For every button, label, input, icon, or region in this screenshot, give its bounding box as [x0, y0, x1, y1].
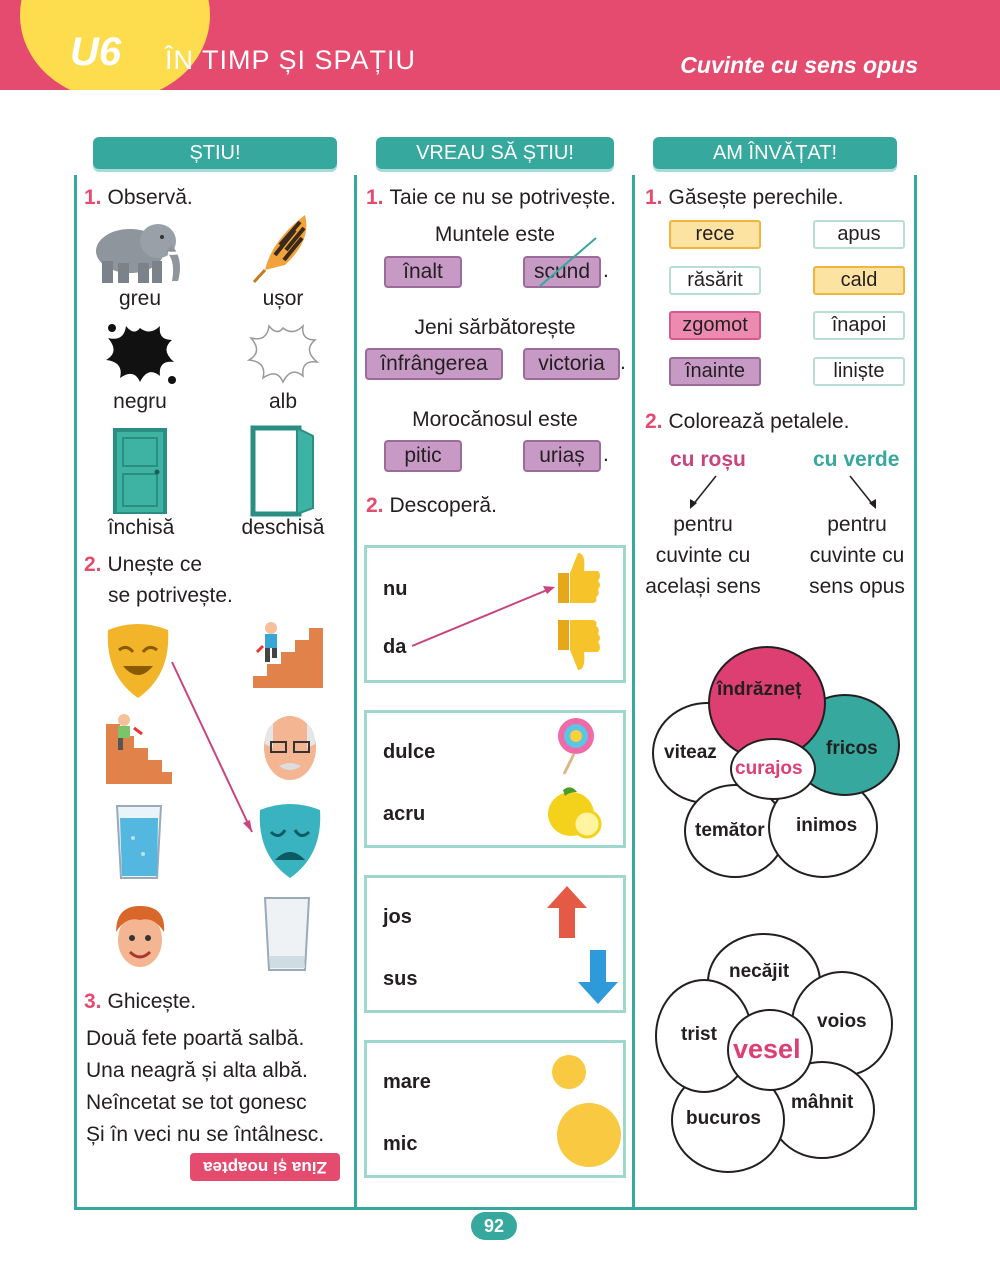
flower-center-curajos: curajos [735, 758, 803, 779]
exercise-number: 2. [84, 553, 102, 576]
exercise-instruction: Găsește perechile. [668, 186, 844, 209]
sentence-period: . [603, 259, 609, 282]
column-header-invatat: AM ÎNVĂȚAT! [653, 137, 897, 169]
exercise-instruction-cont: se potrivește. [108, 584, 233, 607]
petal-label-bucuros: bucuros [686, 1108, 761, 1129]
unit-title: ÎN TIMP ȘI SPAȚIU [165, 45, 417, 75]
exercise-number: 2. [645, 410, 663, 433]
exercise-number: 2. [366, 494, 384, 517]
word-mic: mic [383, 1133, 418, 1155]
pair-word-cald[interactable]: cald [813, 266, 905, 295]
pair-word-rece[interactable]: rece [669, 220, 761, 249]
unit-code: U6 [70, 30, 122, 74]
exercise-instruction: Descoperă. [389, 494, 497, 517]
flower-center-vesel: vesel [733, 1034, 801, 1064]
sentence-period: . [603, 443, 609, 466]
petal-label-inimos: inimos [796, 815, 858, 836]
pair-word-apus[interactable]: apus [813, 220, 905, 249]
desc-red-line: același sens [645, 575, 761, 598]
pair-word-rasarit[interactable]: răsărit [669, 266, 761, 295]
unit-subtitle: Cuvinte cu sens opus [680, 52, 918, 78]
pair-word-inainte[interactable]: înainte [669, 357, 761, 386]
sentence-period: . [620, 351, 626, 374]
exercise-number: 1. [645, 186, 663, 209]
petal-label-trist: trist [681, 1024, 717, 1045]
desc-green-line: cuvinte cu [809, 544, 905, 567]
word-chip-pitic[interactable]: pitic [384, 440, 462, 472]
word-chip-urias[interactable]: uriaș [523, 440, 601, 472]
pair-word-zgomot[interactable]: zgomot [669, 311, 761, 340]
label-inchisa: închisă [107, 516, 175, 539]
label-usor: ușor [262, 287, 304, 310]
pair-word-liniste[interactable]: liniște [813, 357, 905, 386]
desc-red-line: pentru [673, 513, 733, 536]
exercise-instruction: Taie ce nu se potrivește. [389, 186, 616, 209]
word-chip-infrangerea[interactable]: înfrângerea [365, 348, 503, 380]
exercise-number: 1. [84, 186, 102, 209]
pair-word-inapoi[interactable]: înapoi [813, 311, 905, 340]
riddle-answer: Ziua și noaptea [190, 1153, 340, 1181]
sentence-prefix: Muntele este [434, 223, 556, 246]
label-negru: negru [113, 390, 167, 413]
column-header-stiu: ȘTIU! [93, 137, 337, 169]
column-header-vreau: VREAU SĂ ȘTIU! [376, 137, 614, 169]
riddle-line: Neîncetat se tot gonesc [86, 1091, 307, 1114]
exercise-number: 3. [84, 990, 102, 1013]
petal-label-voios: voios [817, 1011, 867, 1032]
exercise-number: 1. [366, 186, 384, 209]
petal-label-temator: temător [695, 820, 765, 841]
label-cu-verde: cu verde [813, 448, 900, 471]
exercise-instruction: Ghicește. [107, 990, 197, 1013]
sentence-prefix: Morocănosul este [412, 408, 578, 431]
word-chip-victoria[interactable]: victoria [523, 348, 620, 380]
word-chip-scund[interactable]: scund [523, 256, 601, 288]
desc-green-line: pentru [827, 513, 887, 536]
word-sus: sus [383, 968, 418, 990]
riddle-line: Și în veci nu se întâlnesc. [86, 1123, 325, 1146]
petal-label-indraznet: îndrăzneț [717, 679, 802, 700]
petal-label-viteaz: viteaz [664, 742, 717, 763]
word-nu: nu [383, 578, 408, 600]
label-cu-rosu: cu roșu [670, 448, 746, 471]
desc-green-line: sens opus [809, 575, 905, 598]
sentence-prefix: Jeni sărbătorește [414, 316, 576, 339]
exercise-instruction: Observă. [107, 186, 193, 209]
exercise-instruction: Colorează petalele. [668, 410, 850, 433]
exercise-instruction: Unește ce [107, 553, 203, 576]
label-alb: alb [268, 390, 298, 413]
desc-red-line: cuvinte cu [655, 544, 751, 567]
petal-label-necajit: necăjit [729, 961, 790, 982]
page-number: 92 [471, 1212, 517, 1240]
label-greu: greu [118, 287, 162, 310]
word-chip-inalt[interactable]: înalt [384, 256, 462, 288]
word-da: da [383, 636, 407, 658]
petal-label-fricos: fricos [826, 738, 878, 759]
word-jos: jos [383, 906, 412, 928]
label-deschisa: deschisă [241, 516, 325, 539]
word-dulce: dulce [383, 741, 436, 763]
word-mare: mare [383, 1071, 431, 1093]
word-acru: acru [383, 803, 426, 825]
riddle-line: Una neagră și alta albă. [86, 1059, 308, 1082]
petal-label-mahnit: mâhnit [791, 1092, 854, 1113]
riddle-line: Două fete poartă salbă. [86, 1027, 305, 1050]
